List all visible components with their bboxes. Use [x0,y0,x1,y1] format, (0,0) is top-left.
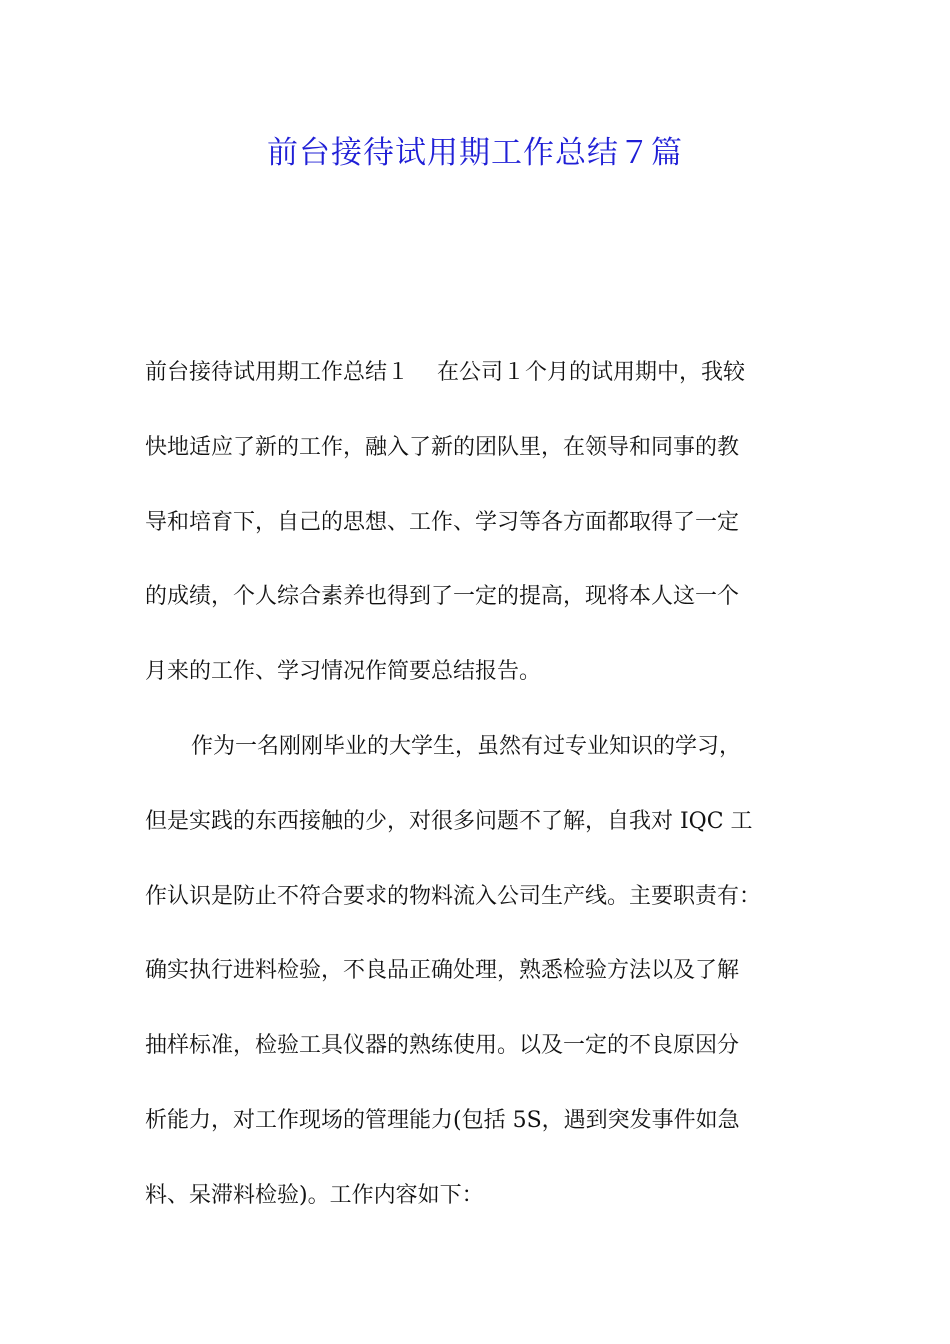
body-line: 但是实践的东西接触的少，对很多问题不了解，自我对 IQC 工 [145,808,753,834]
body-line: 的成绩，个人综合素养也得到了一定的提高，现将本人这一个 [145,584,740,610]
body-line: 前台接待试用期工作总结１ 在公司１个月的试用期中，我较 [145,360,745,385]
document-body [145,336,810,1234]
body-line: 月来的工作、学习情况作简要总结报告。 [145,659,542,685]
body-line: 导和培育下，自己的思想、工作、学习等各方面都取得了一定 [145,509,740,535]
body-line: 作认识是防止不符合要求的物料流入公司生产线。主要职责有： [145,883,762,909]
body-line-indented: 作为一名刚刚毕业的大学生，虽然有过专业知识的学习， [191,733,742,759]
document-title: 前台接待试用期工作总结７篇 [267,135,683,171]
body-line: 抽样标准，检验工具仪器的熟练使用。以及一定的不良原因分 [145,1033,740,1059]
body-line: 快地适应了新的工作，融入了新的团队里，在领导和同事的教 [145,434,740,460]
body-line: 析能力，对工作现场的管理能力(包括 5S，遇到突发事件如急 [145,1107,740,1133]
body-line: 料、呆滞料检验)。工作内容如下： [145,1182,484,1208]
body-line: 确实执行进料检验，不良品正确处理，熟悉检验方法以及了解 [145,958,740,984]
